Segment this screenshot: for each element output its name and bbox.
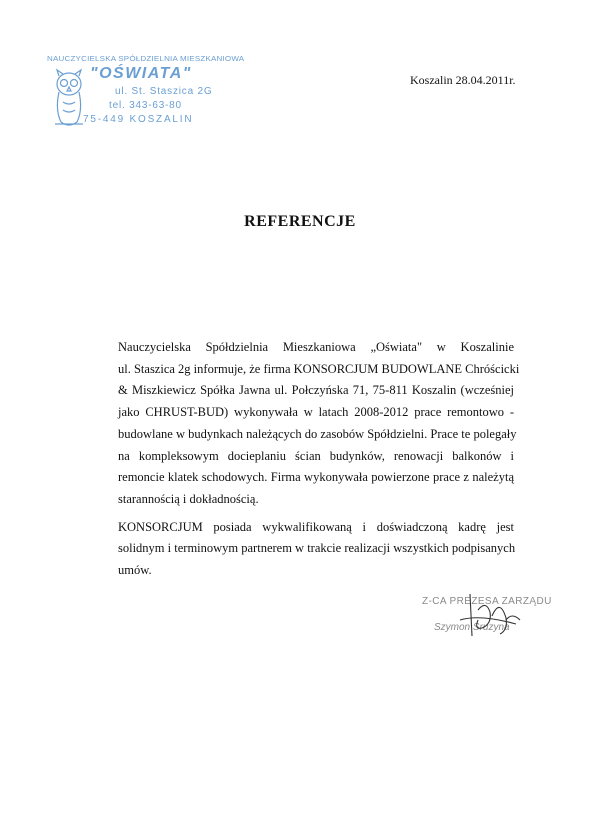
organization-stamp [45,54,245,134]
text-line: & Miszkiewicz Spółka Jawna ul. Połczyńska 71, 75-811 Koszalin (wcześniej [118,383,514,398]
text-line: budowlane w budynkach należących do zasobów Spółdzielni. Prace te polegały [118,426,517,441]
text-line: ul. Staszica 2g informuje, że firma KONSORCJUM BUDOWLANE Chróścicki [118,361,520,376]
signature-role-stamp: Z-CA PREZESA ZARZĄDU [422,596,552,607]
document-date: Koszalin 28.04.2011r. [410,73,516,87]
text-line: jako CHRUST-BUD) wykonywała w latach 2008-2012 prace remontowo - [118,405,514,420]
stamp-street: ul. St. Staszica 2G [115,86,213,97]
signature-name-stamp: Szymon Sruzyna [434,622,510,633]
text-line: solidnym i terminowym partnerem w trakcie realizacji wszystkich podpisanych [118,541,516,556]
text-line: umów. [118,563,152,578]
text-line: remoncie klatek schodowych. Firma wykonywała powierzone prace z należytą [118,470,514,485]
text-line: KONSORCJUM posiada wykwalifikowaną i doświadczoną kadrę jest [118,519,514,534]
owl-logo-icon [51,62,87,132]
document-title: REFERENCJE [244,213,356,230]
stamp-organization: NAUCZYCIELSKA SPÓŁDZIELNIA MIESZKANIOWA [47,54,245,63]
text-line: starannością i dokładnością. [118,491,259,506]
signature-block [420,590,570,640]
stamp-phone: tel. 343-63-80 [109,100,182,111]
paragraph-1 [118,337,520,511]
document-body [118,337,520,582]
paragraph-2 [118,517,514,582]
handwritten-signature-icon [420,590,570,640]
text-line: na kompleksowym docieplaniu ścian budynków, renowacji balkonów i [118,448,514,463]
text-line: Nauczycielska Spółdzielnia Mieszkaniowa „Oświata" w Koszalinie [118,340,514,354]
stamp-name: "OŚWIATA" [90,65,192,82]
stamp-city: 75-449 KOSZALIN [83,114,194,125]
